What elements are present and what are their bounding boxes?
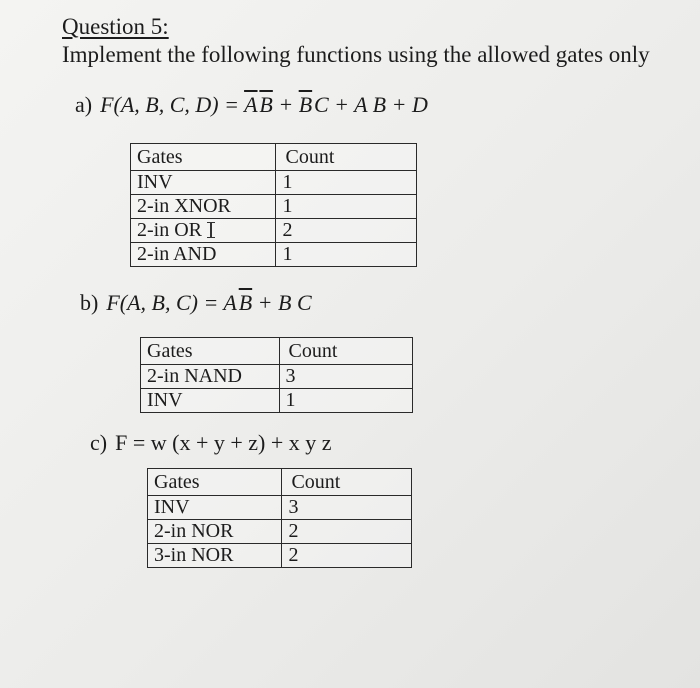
count-cell: 1 [276, 171, 417, 195]
table-row [131, 195, 417, 219]
part-a-gates-table [130, 143, 417, 267]
header-gates: Gates [141, 338, 280, 365]
gate-cell: 3-in NOR [148, 544, 282, 568]
count-cell: 2 [282, 520, 412, 544]
gate-label: 2-in OR [137, 219, 202, 241]
gate-cell: INV [148, 496, 282, 520]
table-header-row [141, 338, 413, 365]
gate-cell: 2-in NOR [148, 520, 282, 544]
part-c-label: c) [90, 430, 108, 455]
question-instruction: Implement the following functions using the allowed gates only [62, 42, 650, 67]
gate-cell: INV [131, 171, 276, 195]
header-gates: Gates [131, 144, 276, 171]
count-cell: 3 [279, 365, 413, 389]
part-b-gates-table [140, 337, 413, 413]
table-row [131, 219, 417, 243]
gate-cell: 2-in NAND [141, 365, 280, 389]
table-row [148, 496, 412, 520]
count-cell: 1 [276, 243, 417, 267]
question-title: Question 5: [62, 14, 169, 39]
part-a-label: a) [75, 92, 93, 117]
part-c-expression: F = w (x + y + z) + x y z [115, 430, 332, 455]
header-count: Count [276, 144, 417, 171]
part-a-term4: D [411, 92, 428, 117]
table-row [141, 389, 413, 413]
table-header-row [148, 469, 412, 496]
table-row [131, 171, 417, 195]
part-a-lhs: F(A, B, C, D) = [100, 92, 245, 117]
part-b-plus: + [252, 290, 279, 315]
gate-cell [131, 219, 276, 243]
part-b-lhs: F(A, B, C) = [106, 290, 224, 315]
part-b-label: b) [80, 290, 99, 315]
table-row [148, 520, 412, 544]
part-b-equation [80, 290, 312, 316]
table-row [131, 243, 417, 267]
header-gates: Gates [148, 469, 282, 496]
part-b-term1-b: $\overline{B}$ [238, 290, 253, 315]
part-a-plus-1: + [272, 92, 299, 117]
count-cell: 3 [282, 496, 412, 520]
part-a-term3: A B [354, 92, 387, 117]
count-cell: 2 [282, 544, 412, 568]
table-row [141, 365, 413, 389]
part-a-equation [75, 92, 428, 118]
text-cursor-icon [206, 222, 216, 238]
part-a-term1-a: $\overline{A}$ [244, 92, 258, 117]
part-a-term2-a: $\overline{B}$ [298, 92, 313, 117]
part-a-term1-b: $\overline{B}$ [259, 92, 273, 117]
part-b-term2: B C [278, 290, 312, 315]
table-header-row [131, 144, 417, 171]
part-c-gates-table [147, 468, 412, 568]
gate-cell: 2-in AND [131, 243, 276, 267]
count-cell: 1 [276, 195, 417, 219]
header-count: Count [279, 338, 413, 365]
table-row [148, 544, 412, 568]
count-cell: 2 [276, 219, 417, 243]
part-b-term1-a: A [223, 290, 237, 315]
gate-cell: 2-in XNOR [131, 195, 276, 219]
part-c-equation [90, 430, 332, 456]
count-cell: 1 [279, 389, 413, 413]
part-a-term2-b: C [313, 92, 329, 117]
gate-cell: INV [141, 389, 280, 413]
header-count: Count [282, 469, 412, 496]
part-a-plus-2: + [328, 92, 355, 117]
part-a-plus-3: + [386, 92, 412, 117]
